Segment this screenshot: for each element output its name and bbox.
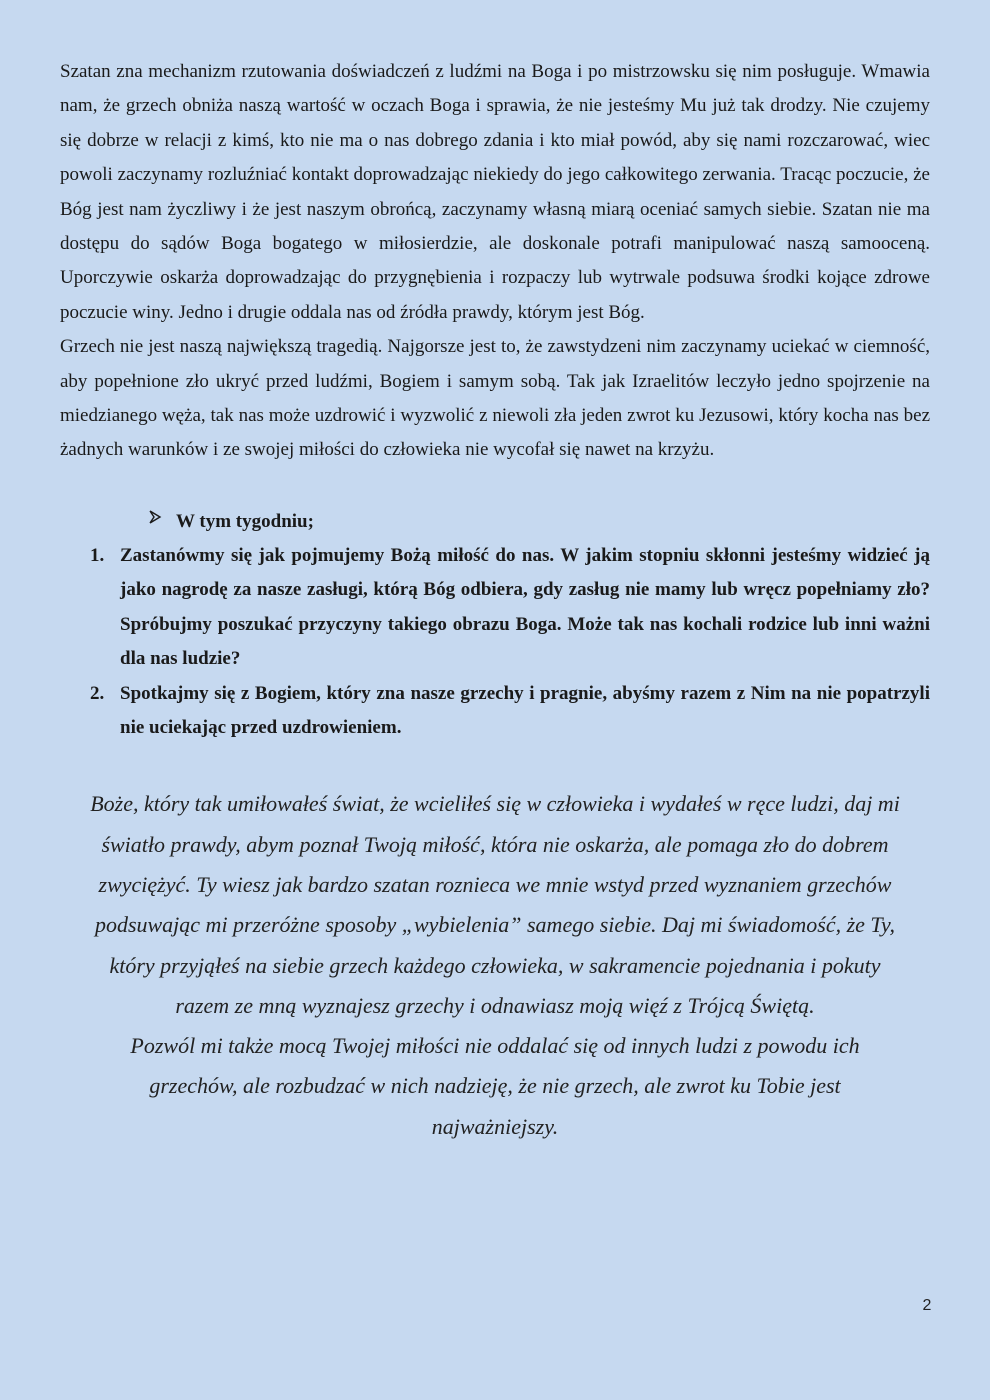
task-number: 2.: [90, 682, 105, 704]
task-item: [60, 677, 930, 746]
prayer-line: podsuwając mi przeróżne sposoby „wybielenia” samego siebie. Daj mi świadomość, że Ty,: [94, 912, 896, 938]
prayer-line: najważniejszy.: [431, 1113, 559, 1139]
page-number: 2: [922, 1297, 932, 1314]
prayer-line: Pozwól mi także mocą Twojej miłości nie oddalać się od innych ludzi z powodu ich: [130, 1033, 860, 1059]
week-heading-text: W tym tygodniu;: [176, 510, 314, 532]
prayer-line: który przyjąłeś na siebie grzech każdego człowieka, w sakramencie pojednania i pokuty: [109, 952, 881, 978]
prayer-line: światło prawdy, abym poznał Twoją miłość, która nie oskarża, ale pomaga zło do dobrem: [101, 831, 889, 857]
document-page: [60, 55, 930, 1147]
prayer-block: [60, 784, 930, 1147]
prayer-line: zwyciężyć. Ty wiesz jak bardzo szatan roznieca we mnie wstyd przed wyznaniem grzechów: [98, 871, 892, 897]
prayer-line: razem ze mną wyznajesz grzechy i odnawiasz moją więź z Trójcą Świętą.: [175, 992, 815, 1018]
task-list: [60, 539, 930, 745]
task-text: Spotkajmy się z Bogiem, który zna nasze grzechy i pragnie, abyśmy razem z Nim na nie popatrzyli nie uciekając przed uzdrowieniem.: [120, 682, 930, 738]
body-paragraph-1: Szatan zna mechanizm rzutowania doświadczeń z ludźmi na Boga i po mistrzowsku się nim posługuje. Wmawia nam, że grzech obniża naszą wartość w oczach Boga i sprawia, że nie jesteśmy Mu już tak drodzy. Nie czujemy się dobrze w relacji z kimś, kto nie ma o nas dobrego zdania i kto miał powód, aby się nami rozczarować, wiec powoli zaczynamy rozluźniać kontakt doprowadzając niekiedy do jego całkowitego zerwania. Tracąc poczucie, że Bóg jest nam życzliwy i że jest naszym obrońcą, zaczynamy własną miarą oceniać samych siebie. Szatan nie ma dostępu do sądów Boga bogatego w miłosierdzie, ale doskonale potrafi manipulować naszą samooceną. Uporczywie oskarża doprowadzając do przygnębienia i rozpaczy lub wytrwale podsuwa środki kojące zdrowe poczucie winy. Jedno i drugie oddala nas od źródła prawdy, którym jest Bóg.: [60, 61, 930, 323]
week-section-heading: [148, 505, 930, 539]
arrow-bullet-icon: [148, 504, 176, 538]
task-item: [60, 539, 930, 677]
arrow-bullet-icon-shape: [148, 510, 162, 524]
task-text: Zastanówmy się jak pojmujemy Bożą miłość do nas. W jakim stopniu skłonni jesteśmy widzieć ją jako nagrodę za nasze zasługi, którą Bóg odbiera, gdy zasług nie mamy lub wręcz popełniamy zło? Spróbujmy poszukać przyczyny takiego obrazu Boga. Może tak nas kochali rodzice lub inni ważni dla nas ludzie?: [120, 544, 930, 670]
body-paragraph-2: Grzech nie jest naszą największą tragedią. Najgorsze jest to, że zawstydzeni nim zaczynamy uciekać w ciemność, aby popełnione zło ukryć przed ludźmi, Bogiem i samym sobą. Tak jak Izraelitów leczyło jedno spojrzenie na miedzianego węża, tak nas może uzdrowić i wyzwolić z niewoli zła jeden zwrot ku Jezusowi, który kocha nas bez żadnych warunków i ze swojej miłości do człowieka nie wycofał się nawet na krzyżu.: [60, 336, 930, 461]
task-number: 1.: [90, 544, 105, 566]
prayer-line: grzechów, ale rozbudzać w nich nadzieję, że nie grzech, ale zwrot ku Tobie jest: [149, 1073, 841, 1099]
prayer-line: Boże, który tak umiłowałeś świat, że wcieliłeś się w człowieka i wydałeś w ręce ludzi, daj mi: [90, 791, 900, 817]
